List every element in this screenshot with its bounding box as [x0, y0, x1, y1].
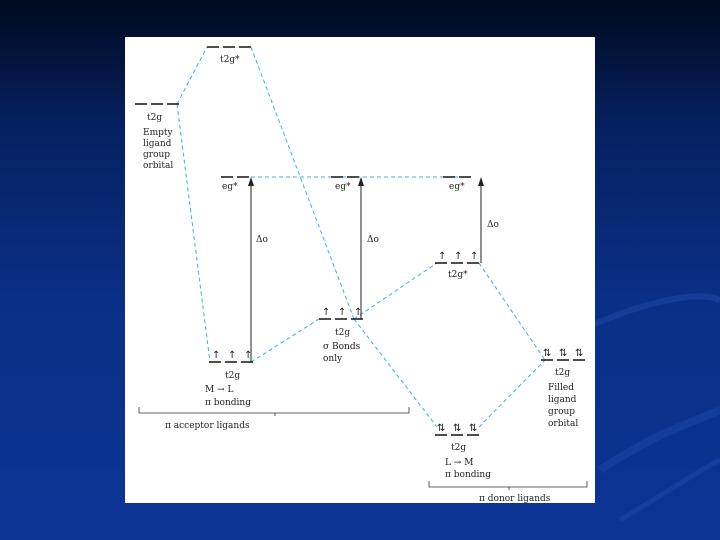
filled-ligand-line-2: ligand	[548, 395, 577, 405]
acceptor-eg-star-label: eg*	[222, 182, 238, 192]
donor-t2g-star-level	[435, 251, 479, 263]
empty-ligand-line-2: ligand	[143, 139, 172, 149]
acceptor-t2g-star-label: t2g*	[220, 55, 240, 65]
sigma-label-line-1: σ Bonds	[323, 342, 361, 352]
electron-up: ↑	[454, 251, 463, 262]
donor-bonding-line-1: L → M	[445, 458, 474, 468]
filled-ligand-line-3: group	[548, 407, 576, 417]
donor-delta-label: Δo	[487, 220, 499, 230]
electron-up: ↑	[322, 307, 331, 318]
acceptor-arrow-head	[248, 177, 254, 186]
filled-ligand-line-1: Filled	[548, 383, 574, 393]
electron-pair: ⇅	[469, 423, 478, 434]
electron-pair: ⇅	[453, 423, 462, 434]
filled-ligand-level	[541, 348, 585, 360]
electron-pair: ⇅	[575, 348, 584, 359]
electron-up: ↑	[212, 350, 221, 361]
donor-arrow-head	[478, 177, 484, 186]
acceptor-delta-label: Δo	[256, 235, 268, 245]
sigma-arrow-head	[358, 177, 364, 186]
empty-ligand-t2g-label: t2g	[147, 113, 163, 123]
sigma-t2g-label: t2g	[335, 328, 351, 338]
empty-ligand-line-3: group	[143, 150, 171, 160]
donor-brace	[429, 481, 587, 490]
sigma-delta-label: Δo	[367, 235, 379, 245]
acceptor-bonding-line-1: M → L	[205, 385, 234, 395]
electron-up: ↑	[438, 251, 447, 262]
sigma-column	[319, 177, 379, 364]
donor-t2g-bonding-label: t2g	[451, 443, 467, 453]
electron-up: ↑	[338, 307, 347, 318]
electron-up: ↑	[354, 307, 363, 318]
empty-ligand-line-4: orbital	[143, 161, 174, 171]
acceptor-t2g-label: t2g	[225, 371, 241, 381]
filled-ligand-line-4: orbital	[548, 419, 579, 429]
donor-bonding-line-2: π bonding	[445, 470, 491, 480]
empty-ligand-line-1: Empty	[143, 128, 173, 138]
acceptor-bonding-line-2: π bonding	[205, 398, 251, 408]
electron-pair: ⇅	[543, 348, 552, 359]
electron-pair: ⇅	[437, 423, 446, 434]
donor-column	[429, 177, 587, 503]
mo-diagram	[125, 37, 595, 503]
filled-ligand-t2g-label: t2g	[555, 368, 571, 378]
donor-group-label: π donor ligands	[479, 494, 551, 503]
electron-pair: ⇅	[559, 348, 568, 359]
acceptor-brace	[139, 407, 409, 416]
mo-diagram-panel	[125, 37, 595, 503]
donor-eg-star-label: eg*	[449, 182, 465, 192]
sigma-t2g-level	[319, 307, 363, 319]
acceptor-group-label: π acceptor ligands	[165, 421, 250, 431]
sigma-label-line-2: only	[323, 354, 343, 364]
donor-t2g-star-label: t2g*	[448, 270, 468, 280]
electron-up: ↑	[228, 350, 237, 361]
electron-up: ↑	[244, 350, 253, 361]
electron-up: ↑	[470, 251, 479, 262]
sigma-eg-star-label: eg*	[335, 182, 351, 192]
acceptor-t2g-level	[209, 350, 253, 362]
donor-bonding-level	[435, 423, 479, 435]
